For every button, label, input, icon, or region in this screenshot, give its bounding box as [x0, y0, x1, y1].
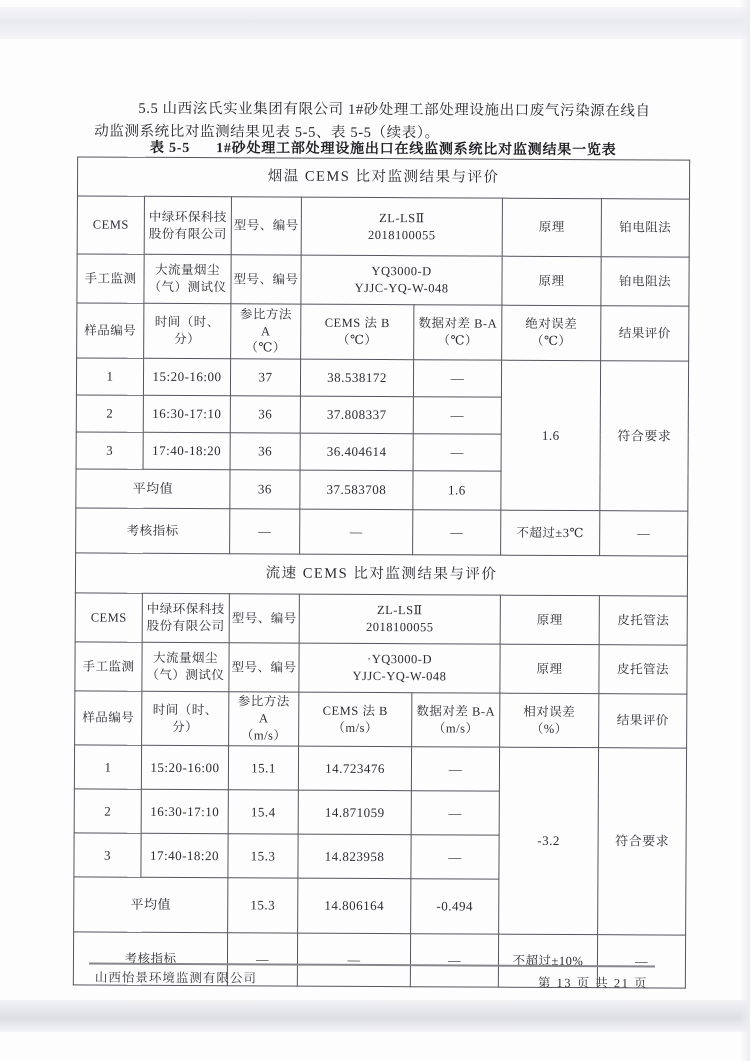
col-header: 时间（时、分）	[144, 303, 231, 358]
section-title-row	[75, 553, 687, 596]
sample-time: 16:30-17:10	[141, 789, 228, 833]
principle-label: 原理	[502, 256, 601, 306]
assessment-limit: 不超过±10%	[498, 934, 597, 988]
table-section-temperature	[76, 157, 690, 556]
assessment-b: —	[300, 509, 413, 555]
principle-label: 原理	[500, 644, 599, 694]
assessment-limit: 不超过±3℃	[501, 510, 600, 556]
column-header-row	[77, 303, 689, 361]
principle-value: 铂电阻法	[601, 199, 689, 257]
device-role: 手工监测	[77, 254, 144, 303]
section-title: 流速 CEMS 比对监测结果与评价	[75, 553, 687, 596]
model-value: ZL-LSⅡ 2018100055	[299, 594, 500, 644]
col-header: 时间（时、分）	[142, 691, 229, 745]
principle-label: 原理	[502, 198, 601, 257]
sample-row	[76, 358, 688, 398]
average-label: 平均值	[74, 877, 228, 933]
principle-value: 铂电阻法	[601, 257, 689, 306]
col-header: 绝对误差 （℃）	[502, 305, 601, 361]
col-header: 数据对差 B-A （℃）	[414, 305, 502, 360]
average-b: 14.806164	[298, 878, 411, 934]
device-row-cems	[77, 196, 689, 257]
value-b: 14.871059	[298, 790, 411, 835]
assessment-label: 考核指标	[76, 508, 230, 554]
device-row-manual	[75, 642, 687, 694]
value-b: 14.823958	[298, 834, 411, 879]
section-title: 烟温 CEMS 比对监测结果与评价	[77, 157, 689, 199]
device-role: 手工监测	[75, 642, 142, 691]
value-a: 15.3	[228, 834, 298, 878]
value-b: 38.538172	[300, 359, 413, 397]
device-role: CEMS	[77, 196, 144, 254]
assessment-diff: —	[410, 934, 498, 987]
col-header: 样品编号	[77, 303, 144, 358]
value-a: 15.4	[228, 790, 298, 834]
sample-time: 17:40-18:20	[141, 833, 228, 877]
intro-paragraph: 5.5 山西泫氏实业集团有限公司 1#砂处理工部处理设施出口废气污染源在线自 动监测系统比对监测结果见表 5-5、表 5-5（续表）。	[94, 100, 651, 142]
value-a: 36	[230, 396, 300, 433]
model-value: ZL-LSⅡ 2018100055	[301, 197, 502, 256]
model-value: YQ3000-D YJJC-YQ-W-048	[301, 255, 502, 305]
footer-company-name: 山西怡景环境监测有限公司	[94, 970, 257, 986]
footer-page-number: 第 13 页 共 21 页	[537, 975, 649, 991]
value-b: 36.404614	[300, 433, 413, 471]
value-a: 37	[230, 359, 300, 396]
sample-time: 16:30-17:10	[143, 395, 230, 432]
value-diff: —	[413, 397, 501, 434]
sample-id: 3	[76, 432, 143, 469]
column-header-row	[75, 691, 687, 748]
sample-id: 2	[76, 395, 143, 432]
device-row-manual	[77, 254, 689, 306]
assessment-a: —	[230, 509, 300, 554]
assessment-diff: —	[413, 510, 501, 555]
error-cell: -3.2	[499, 747, 599, 935]
value-diff: —	[413, 434, 501, 471]
sample-id: 1	[74, 745, 141, 789]
model-label: 型号、编号	[229, 643, 299, 692]
value-b: 37.808337	[300, 396, 413, 434]
col-header: 样品编号	[75, 691, 142, 745]
col-header: 参比方法 A （℃）	[231, 304, 301, 359]
assessment-label: 考核指标	[73, 932, 227, 986]
value-diff: —	[413, 360, 501, 397]
principle-value: 皮托管法	[599, 645, 687, 694]
average-b: 37.583708	[300, 470, 413, 510]
model-label: 型号、编号	[229, 594, 299, 643]
value-a: 36	[230, 433, 300, 470]
error-cell: 1.6	[501, 360, 601, 511]
col-header: CEMS 法 B （m/s）	[299, 692, 412, 747]
assessment-result: —	[597, 935, 685, 988]
col-header: 数据对差 B-A （m/s）	[412, 693, 500, 747]
table-caption-label: 表 5-5	[149, 140, 191, 157]
comparison-table	[73, 156, 690, 988]
sample-row	[74, 745, 686, 792]
col-header: 结果评价	[601, 306, 689, 361]
device-vendor: 中绿环保科技 股份有限公司	[142, 593, 229, 642]
col-header: CEMS 法 B （℃）	[301, 304, 414, 360]
value-diff: —	[411, 835, 499, 879]
sample-time: 15:20-16:00	[141, 745, 228, 789]
section-title-row	[77, 157, 689, 199]
sample-id: 3	[74, 833, 141, 877]
average-a: 36	[230, 470, 300, 509]
sample-id: 1	[76, 358, 143, 395]
average-a: 15.3	[228, 878, 298, 933]
device-vendor: 中绿环保科技 股份有限公司	[144, 196, 231, 254]
value-diff: —	[411, 791, 499, 835]
average-diff: -0.494	[411, 879, 499, 934]
principle-value: 皮托管法	[599, 596, 687, 645]
assessment-row	[76, 508, 688, 556]
device-row-cems	[75, 593, 687, 645]
col-header: 参比方法 A （m/s）	[229, 692, 299, 746]
model-value: ·YQ3000-D YJJC-YQ-W-048	[299, 643, 500, 693]
average-diff: 1.6	[413, 471, 501, 510]
sample-id: 2	[74, 789, 141, 833]
assessment-b: —	[297, 933, 410, 987]
table-section-velocity	[73, 553, 687, 988]
evaluation-cell: 符合要求	[598, 748, 687, 935]
assessment-a: —	[227, 933, 297, 986]
device-vendor: 大流量烟尘 （气）测试仪	[144, 254, 231, 303]
principle-label: 原理	[500, 595, 599, 645]
value-a: 15.1	[228, 746, 298, 790]
value-b: 14.723476	[298, 746, 411, 791]
device-vendor: 大流量烟尘 （气）测试仪	[142, 642, 229, 691]
model-label: 型号、编号	[231, 255, 301, 304]
table-caption-title: 1#砂处理工部处理设施出口在线监测系统比对监测结果一览表	[216, 141, 617, 159]
average-label: 平均值	[76, 469, 230, 509]
evaluation-cell: 符合要求	[600, 361, 689, 511]
assessment-result: —	[600, 511, 688, 556]
sample-time: 15:20-16:00	[143, 358, 230, 395]
col-header: 相对误差 （%）	[500, 693, 599, 748]
sample-time: 17:40-18:20	[143, 432, 230, 469]
col-header: 结果评价	[599, 694, 687, 748]
value-diff: —	[411, 747, 499, 791]
model-label: 型号、编号	[231, 197, 301, 255]
device-role: CEMS	[75, 593, 142, 642]
